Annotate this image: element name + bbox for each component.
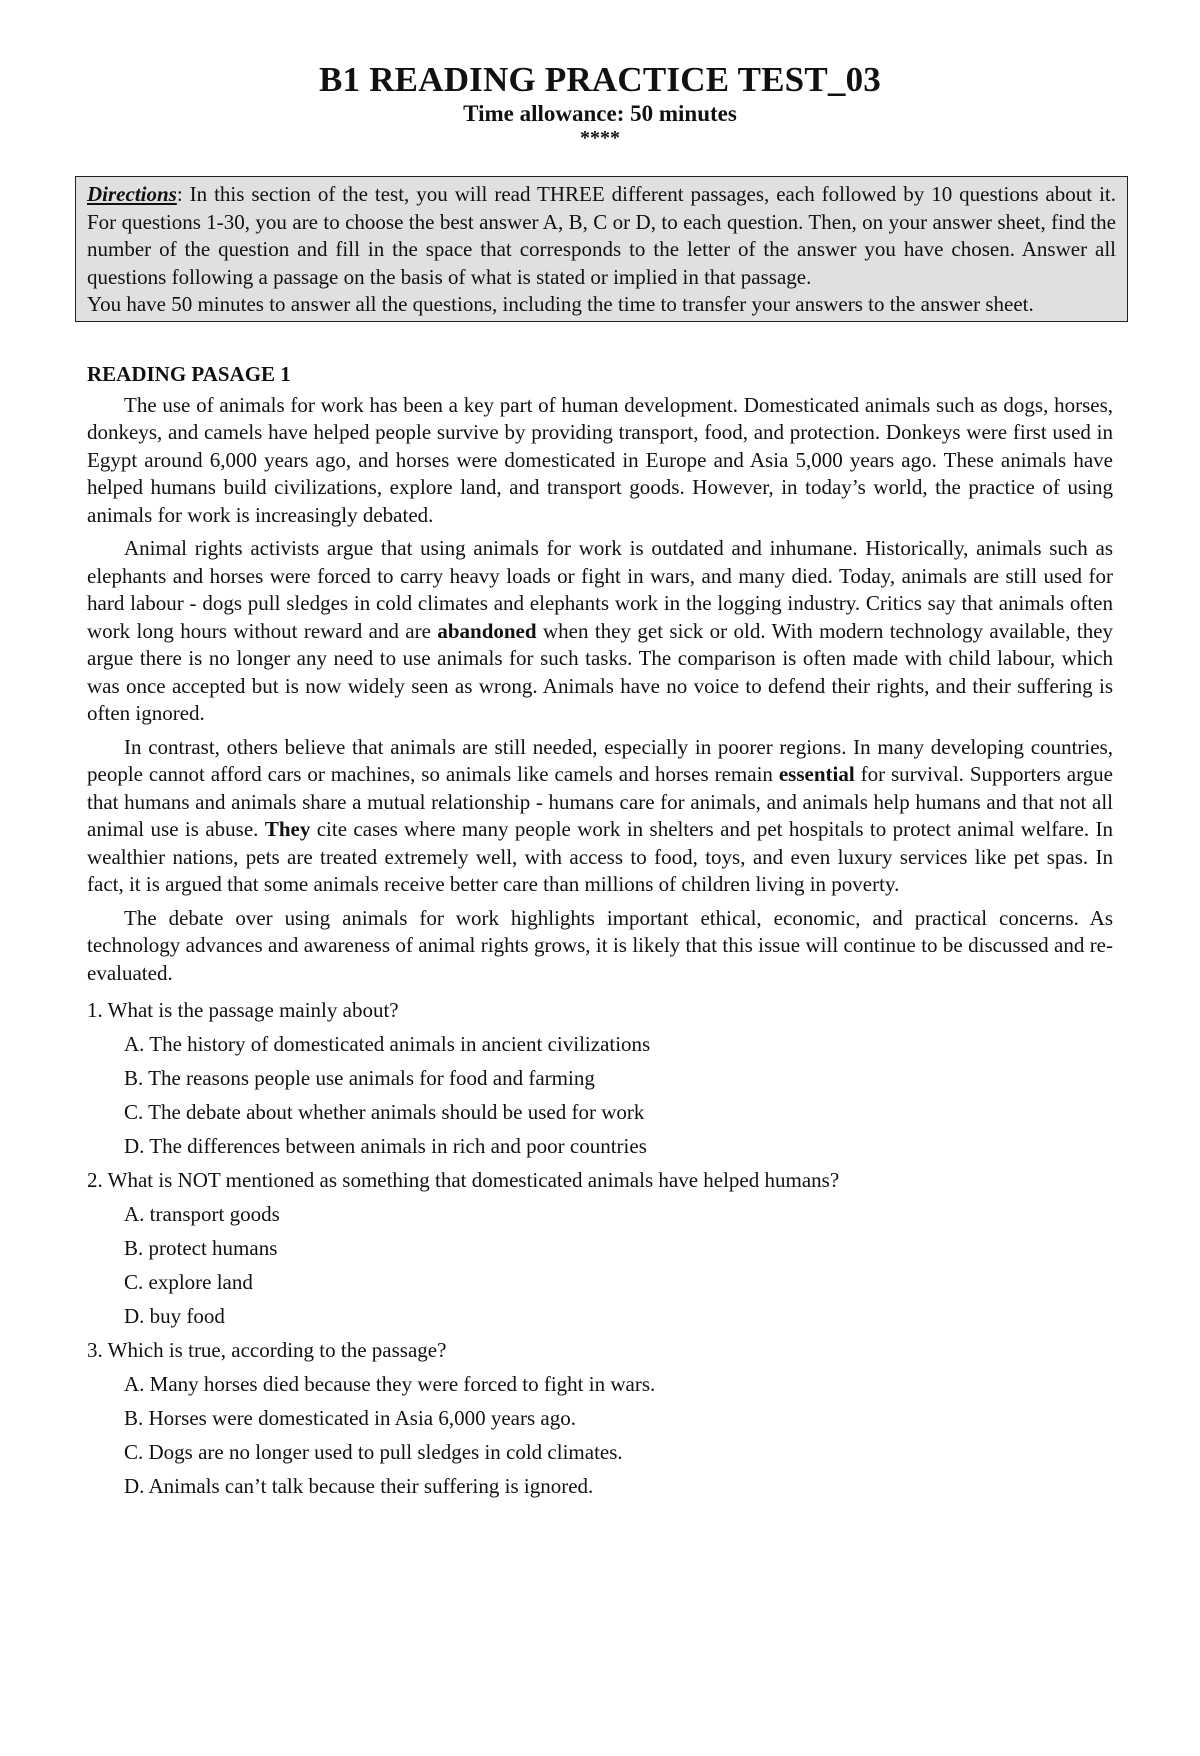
bold-word-essential: essential [778, 762, 855, 786]
answer-option: D. The differences between animals in rich and poor countries [124, 1134, 647, 1158]
paragraph-text: In contrast, others believe that animals are still needed, especially in poorer regions. In many developing countries, people cannot afford cars or machines, so animals like camels and horses remain [87, 734, 1113, 786]
passage-paragraph-1: The use of animals for work has been a key part of human development. Domesticated animals such as dogs, horses, donkeys, and camels have helped people survive by providing transport, food, and protection. Donkeys were first used in Egypt around 6,000 years ago, and horses were domesticated in Europe and Asia 5,000 years ago. These animals have helped humans build civilizations, explore land, and transport goods. However, in today’s world, the practice of using animals for work is increasingly debated. [87, 392, 1113, 527]
answer-option: B. The reasons people use animals for food and farming [124, 1066, 595, 1090]
answer-option: A. Many horses died because they were forced to fight in wars. [124, 1372, 656, 1396]
passage-heading: READING PASAGE 1 [87, 361, 291, 386]
page-title: B1 READING PRACTICE TEST_03 [319, 60, 881, 99]
passage-paragraph-2 [87, 535, 1113, 728]
document-page [0, 60, 1200, 1756]
answer-option: D. buy food [124, 1304, 225, 1328]
answer-option: A. The history of domesticated animals in ancient civilizations [124, 1032, 651, 1056]
separator-stars: **** [580, 127, 620, 149]
question-2 [87, 1163, 1113, 1333]
answer-option: B. Horses were domesticated in Asia 6,000 years ago. [124, 1406, 576, 1430]
directions-text: : In this section of the test, you will read THREE different passages, each followed by 10 questions about it. For questions 1-30, you are to choose the best answer A, B, C or D, to each question. Then, on your answer sheet, find the number of the question and fill in the space that corresponds to the letter of the answer you have chosen. Answer all questions following a passage on the basis of what is stated or implied in that passage. [87, 182, 1116, 289]
paragraph-text: when they get sick or old. With modern technology available, they argue there is no longer any need to use animals for such tasks. The comparison is often made with child labour, which was once accepted but is now widely seen as wrong. Animals have no voice to defend their rights, and their suffering is often ignored. [87, 618, 1114, 725]
time-note: You have 50 minutes to answer all the questions, including the time to transfer your answers to the answer sheet. [87, 292, 1034, 316]
answer-option: D. Animals can’t talk because their suffering is ignored. [124, 1474, 594, 1498]
paragraph-text: for survival. Supporters argue that humans and animals share a mutual relationship - humans care for animals, and animals help humans and that not all animal use is abuse. [87, 762, 1113, 841]
time-allowance: Time allowance: 50 minutes [463, 101, 737, 126]
directions-label: Directions [87, 182, 177, 206]
answer-option: C. The debate about whether animals should be used for work [124, 1100, 645, 1124]
question-stem: 3. Which is true, according to the passage? [87, 1338, 447, 1362]
answer-option: C. explore land [124, 1270, 253, 1294]
answer-option: A. transport goods [124, 1202, 280, 1226]
passage-paragraph-3 [87, 734, 1113, 899]
answer-option: C. Dogs are no longer used to pull sledges in cold climates. [124, 1440, 623, 1464]
bold-word-abandoned: abandoned [437, 618, 537, 643]
answer-option: B. protect humans [124, 1236, 278, 1260]
directions-box [75, 176, 1128, 322]
question-stem: 2. What is NOT mentioned as something that domesticated animals have helped humans? [87, 1168, 840, 1192]
paragraph-text: Animal rights activists argue that using animals for work is outdated and inhumane. Historically, animals such as elephants and horses were forced to carry heavy loads or fight in wars, and many died. Today, animals are still used for hard labour - dogs pull sledges in cold climates and elephants work in the logging industry. Critics say that animals often work long hours without reward and are [87, 536, 1113, 643]
passage-paragraph-4: The debate over using animals for work highlights important ethical, economic, and practical concerns. As technology advances and awareness of animal rights grows, it is likely that this issue will continue to be discussed and re-evaluated. [87, 905, 1113, 985]
bold-word-they: They [264, 817, 311, 841]
question-1 [87, 993, 1113, 1163]
question-stem: 1. What is the passage mainly about? [87, 998, 399, 1022]
question-3 [87, 1333, 1113, 1503]
paragraph-text: cite cases where many people work in shelters and pet hospitals to protect animal welfare. In wealthier nations, pets are treated extremely well, with access to food, toys, and even luxury services like pet spas. In fact, it is argued that some animals receive better care than millions of children living in poverty. [87, 817, 1114, 896]
